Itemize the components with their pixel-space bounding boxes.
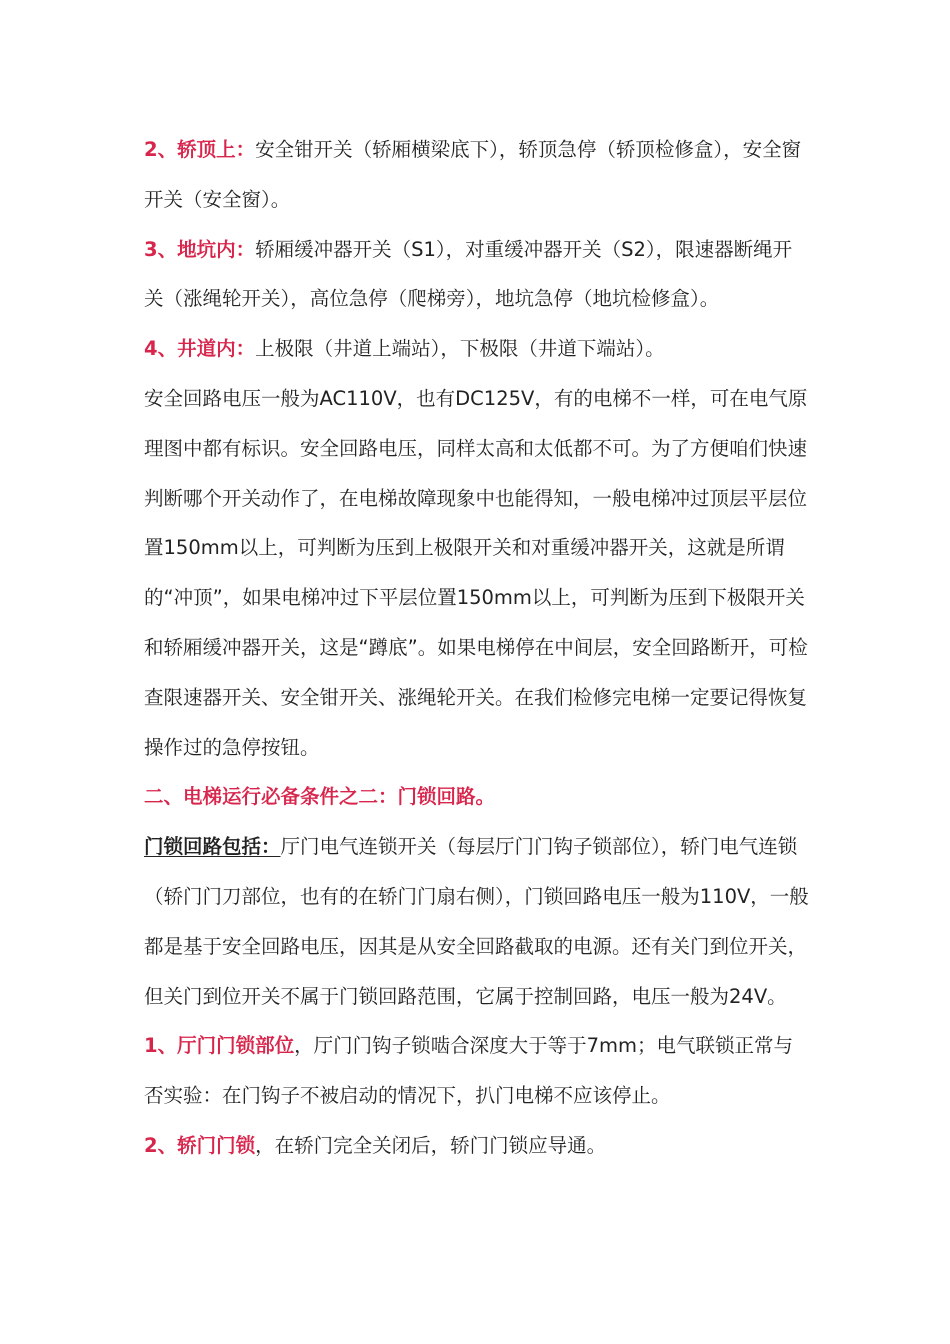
paragraph-text: ，厅门门钩子锁啮合深度大于等于7mm；电气联锁正常与否实验：在门钩子不被启动的情况下，扒门电梯不应该停止。 [144,1034,793,1108]
document-body [144,125,809,1171]
section-label-car-door-lock: 2、轿门门锁 [144,1133,256,1157]
section-label-hoistway: 4、井道内： [144,337,256,361]
paragraph-door-lock-includes [144,822,809,1021]
paragraph-text: 厅门电气连锁开关（每层厅门门钩子锁部位），轿门电气连锁（轿门门刀部位，也有的在轿门门扇右侧），门锁回路电压一般为110V，一般都是基于安全回路电压，因其是从安全回路截取的电源。还有关门到位开关，但关门到位开关不属于门锁回路范围，它属于控制回路，电压一般为24V。 [144,835,809,1008]
paragraph-landing-door-lock [144,1021,809,1121]
underlined-label-door-lock: 门锁回路包括： [144,835,281,859]
paragraph-text: 轿厢缓冲器开关（S1），对重缓冲器开关（S2），限速器断绳开关（涨绳轮开关），高位急停（爬梯旁），地坑急停（地坑检修盒）。 [144,237,793,311]
paragraph-text: ，在轿门完全关闭后，轿门门锁应导通。 [255,1133,607,1157]
section-label-landing-door-lock: 1、厅门门锁部位 [144,1034,295,1058]
section-heading-door-lock-circuit: 二、电梯运行必备条件之二：门锁回路。 [144,785,496,809]
paragraph-text: 安全回路电压一般为AC110V，也有DC125V，有的电梯不一样，可在电气原理图中都有标识。安全回路电压，同样太高和太低都不可。为了方便咱们快速判断哪个开关动作了，在电梯故障现象中也能得知，一般电梯冲过顶层平层位置150mm以上，可判断为压到上极限开关和对重缓冲器开关，这就是所谓的“冲顶”，如果电梯冲过下平层位置150mm以上，可判断为压到下极限开关和轿厢缓冲器开关，这是“蹲底”。如果电梯停在中间层，安全回路断开，可检查限速器开关、安全钳开关、涨绳轮开关。在我们检修完电梯一定要记得恢复操作过的急停按钮。 [144,386,808,759]
paragraph-safety-circuit-voltage [144,374,809,772]
paragraph-car-door-lock [144,1121,809,1171]
paragraph-hoistway [144,324,809,374]
paragraph-car-top [144,125,809,225]
section-label-car-top: 2、轿顶上： [144,138,256,161]
paragraph-pit [144,225,809,325]
paragraph-text: 上极限（井道上端站），下极限（井道下端站）。 [255,337,665,361]
paragraph-text: 安全钳开关（轿厢横梁底下），轿顶急停（轿顶检修盒），安全窗开关（安全窗）。 [144,138,802,211]
section-label-pit: 3、地坑内： [144,237,256,261]
